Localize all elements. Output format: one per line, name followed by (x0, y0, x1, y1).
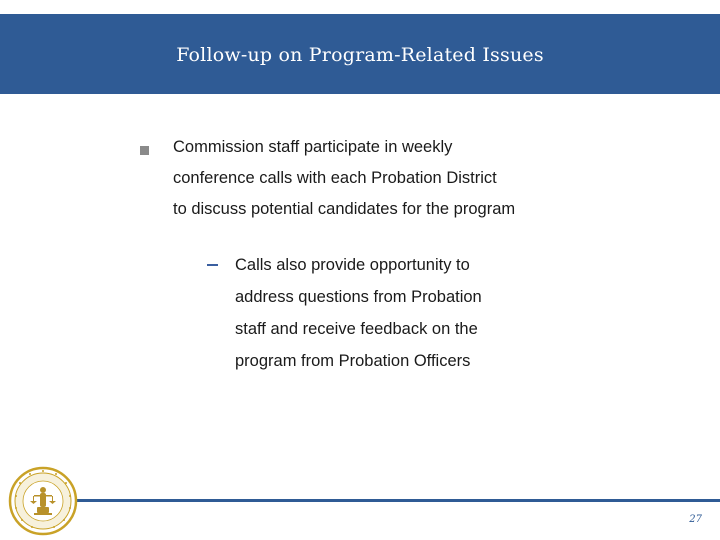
top-strip (0, 0, 720, 14)
dash-bullet-icon (207, 264, 218, 266)
commission-seal-icon (8, 466, 78, 536)
bullet-line: Commission staff participate in weekly (173, 138, 453, 156)
page-number: 27 (689, 514, 702, 525)
sub-bullet-line: staff and receive feedback on the (235, 320, 478, 338)
bullet-text (173, 132, 610, 225)
sub-bullet-text (235, 249, 567, 377)
sub-bullet-line: program from Probation Officers (235, 352, 471, 370)
square-bullet-icon (140, 146, 149, 155)
sub-bullet-line: Calls also provide opportunity to (235, 256, 470, 274)
sub-bullet-line: address questions from Probation (235, 288, 482, 306)
slide-title: Follow-up on Program-Related Issues (176, 44, 544, 66)
bullet-line: to discuss potential candidates for the program (173, 200, 516, 218)
sub-bullet-item (207, 249, 567, 377)
bullet-item (140, 132, 610, 225)
footer-rule (76, 499, 720, 502)
bullet-line: conference calls with each Probation District (173, 169, 497, 187)
